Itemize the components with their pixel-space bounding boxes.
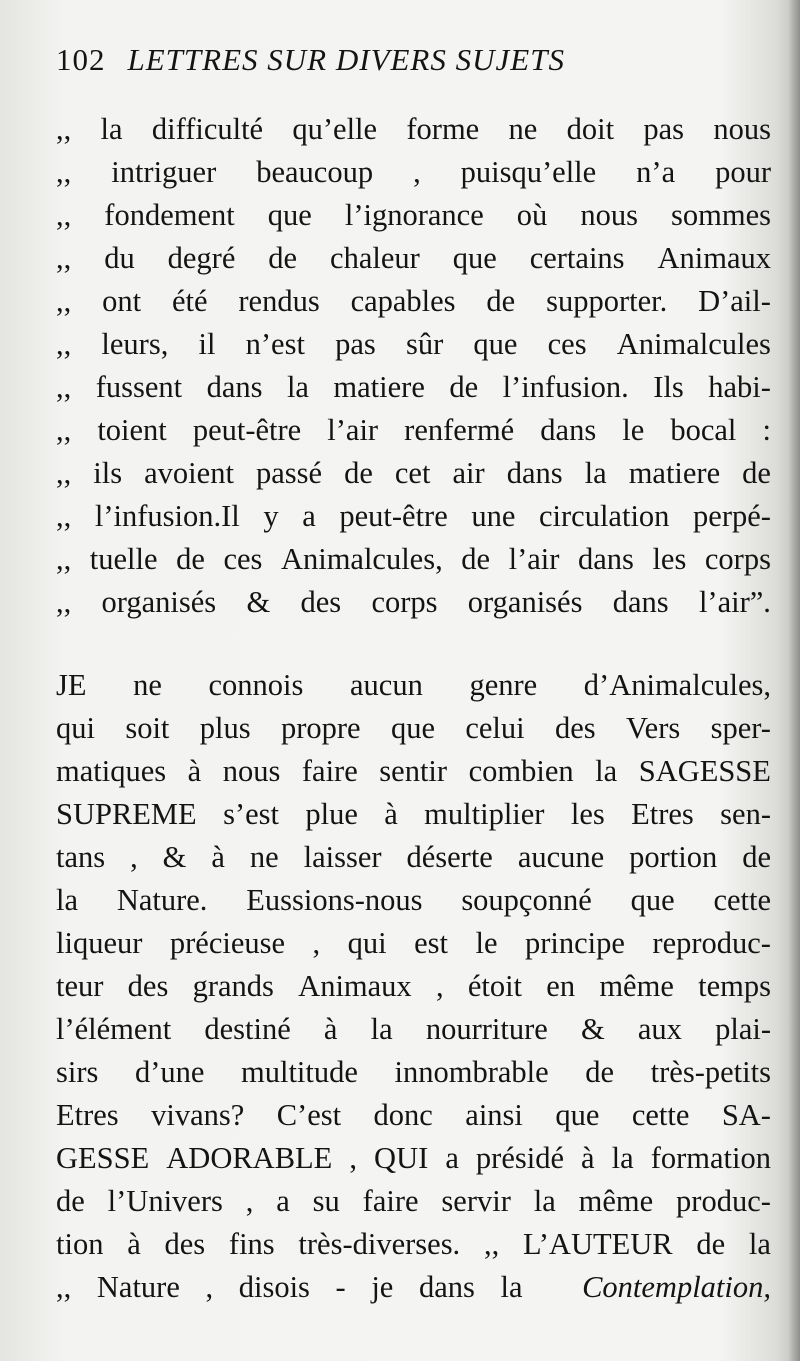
text-line: ,, ils avoient passé de cet air dans la matiere de [56,456,771,490]
text-line: de l’Univers , a su faire servir la même produc- [56,1184,771,1218]
text-line: teur des grands Animaux , étoit en même temps [56,969,771,1003]
last-line-italic: Contemplation, [582,1270,771,1304]
running-title: LETTRES SUR DIVERS SUJETS [127,42,565,77]
text-line: ,, fondement que l’ignorance où nous sommes [56,198,771,232]
paragraph-2 [56,664,771,1266]
page-header [56,42,565,88]
text-line: liqueur précieuse , qui est le principe reproduc- [56,926,771,960]
text-line: qui soit plus propre que celui des Vers sper- [56,711,771,745]
text-line: GESSE ADORABLE , QUI a présidé à la formation [56,1141,771,1175]
text-line: tans , & à ne laisser déserte aucune portion de [56,840,771,874]
paragraph-gap [56,624,771,664]
text-line: ,, du degré de chaleur que certains Animaux [56,241,771,275]
text-line: ,, tuelle de ces Animalcules, de l’air dans les corps [56,542,771,576]
text-line: ,, l’infusion.Il y a peut-être une circulation perpé- [56,499,771,533]
page-edge-shadow [788,0,800,1361]
text-line: la Nature. Eussions-nous soupçonné que cette [56,883,771,917]
text-line: ,, la difficulté qu’elle forme ne doit pas nous [56,112,771,146]
text-line: ,, toient peut-être l’air renfermé dans le bocal : [56,413,771,447]
text-line: sirs d’une multitude innombrable de très-petits [56,1055,771,1089]
paragraph-1 [56,108,771,624]
text-line: ,, intriguer beaucoup , puisqu’elle n’a pour [56,155,771,189]
text-line: ,, organisés & des corps organisés dans l’air”. [56,585,771,619]
text-line: tion à des fins très-diverses. ,, L’AUTEUR de la [56,1227,771,1261]
page-number: 102 [56,42,106,77]
text-line: JE ne connois aucun genre d’Animalcules, [56,668,771,702]
body-text [56,108,771,1309]
text-line: ,, ont été rendus capables de supporter. D’ail- [56,284,771,318]
text-line-last [56,1266,771,1309]
last-line-text: ,, Nature , disois - je dans la [56,1270,523,1304]
text-line: matiques à nous faire sentir combien la SAGESSE [56,754,771,788]
text-line: ,, fussent dans la matiere de l’infusion. Ils habi- [56,370,771,404]
text-line: ,, leurs, il n’est pas sûr que ces Animalcules [56,327,771,361]
text-line: l’élément destiné à la nourriture & aux plai- [56,1012,771,1046]
text-line: SUPREME s’est plue à multiplier les Etres sen- [56,797,771,831]
text-line: Etres vivans? C’est donc ainsi que cette SA- [56,1098,771,1132]
